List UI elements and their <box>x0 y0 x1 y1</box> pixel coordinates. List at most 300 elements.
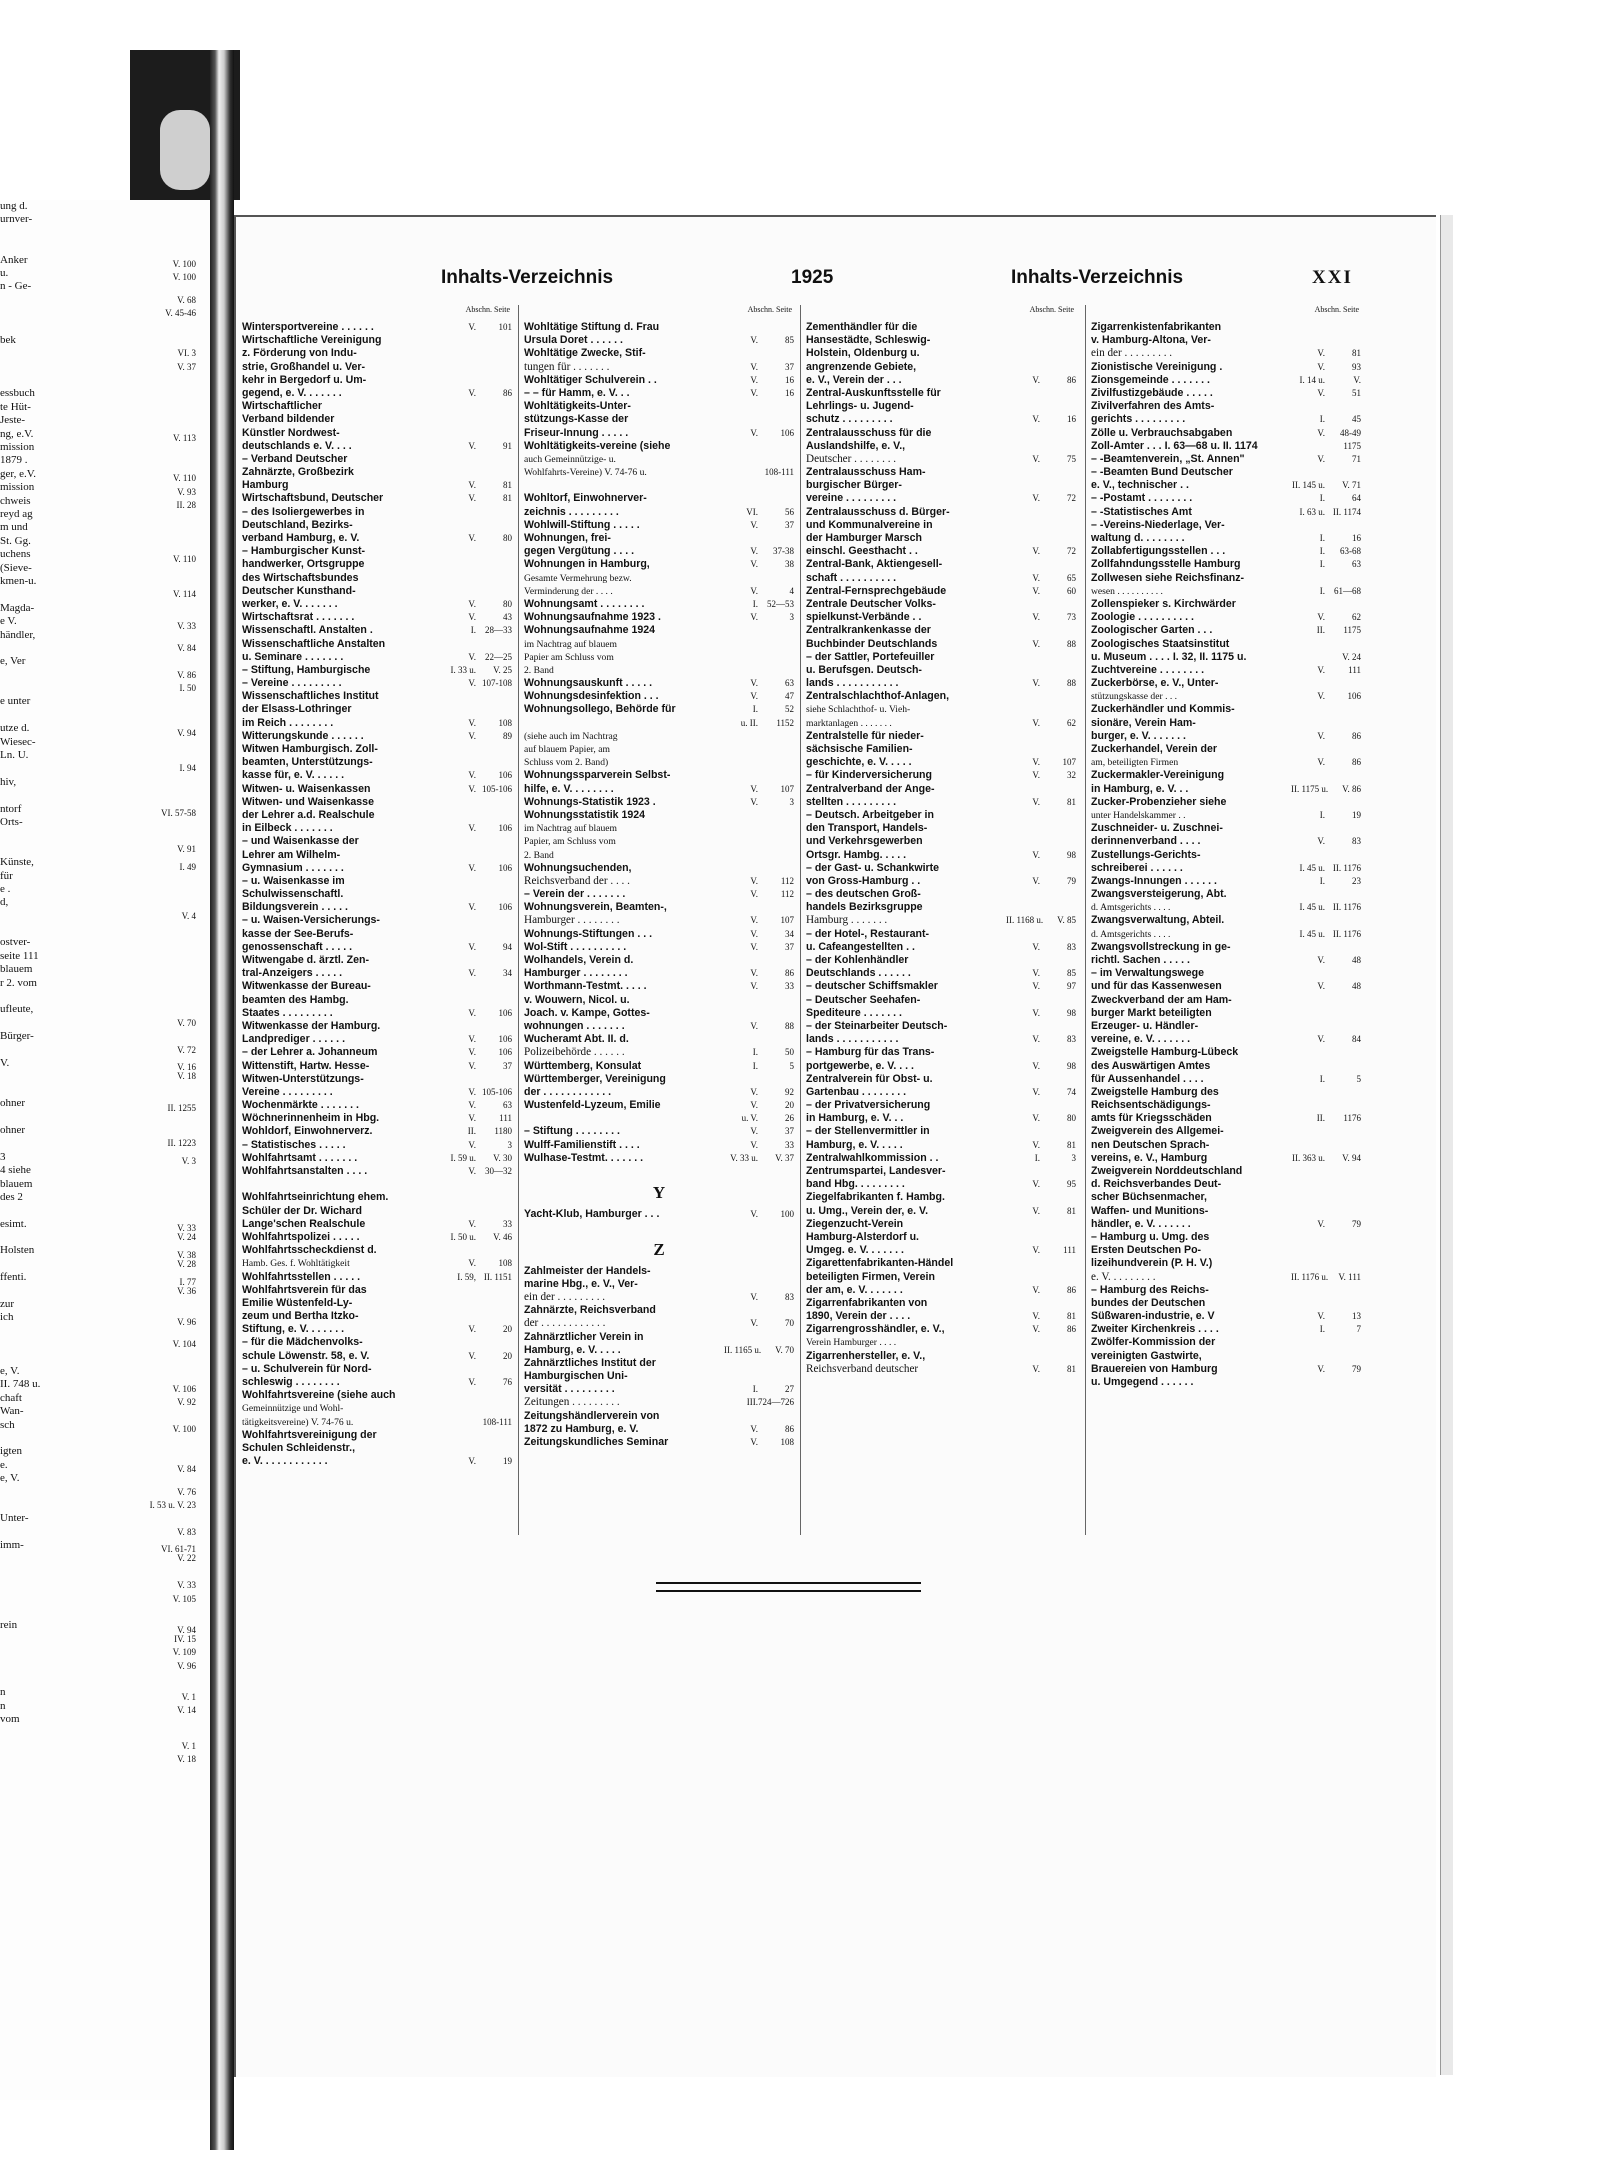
index-entry <box>242 1231 512 1244</box>
fragment-line <box>0 575 210 588</box>
index-entry <box>806 1231 1076 1244</box>
entry-section: II. 1175 u. <box>1291 783 1329 794</box>
entry-page <box>476 638 512 651</box>
index-entry <box>806 1297 1076 1310</box>
entry-page: 81 <box>503 480 512 491</box>
entry-text: Wol-Stift . . . . . . . . . . <box>524 940 627 953</box>
entry-page: 112 <box>780 889 794 900</box>
index-entry <box>524 532 794 545</box>
entry-section <box>442 1284 476 1297</box>
entry-page <box>758 347 794 360</box>
entry-page: 71 <box>1352 453 1361 464</box>
index-entry <box>1091 361 1361 374</box>
index-entry <box>1091 545 1361 558</box>
index-entry <box>524 690 794 703</box>
entry-page: 19 <box>1352 809 1361 820</box>
entry-text: werker, e. V. . . . . . . <box>242 597 338 610</box>
entry-text: e. V. . . . . . . . . . . . <box>242 1455 328 1468</box>
entry-page: 95 <box>1067 1179 1076 1190</box>
entry-page: 86 <box>1067 374 1076 385</box>
entry-text: hilfe, e. V. . . . . . . . <box>524 782 614 795</box>
fragment-line <box>0 1606 210 1619</box>
entry-page: 3 <box>789 796 794 807</box>
entry-text: Zentral-Auskunftsstelle für <box>806 386 941 399</box>
entry-page: 16 <box>1067 414 1076 425</box>
entry-page: 106 <box>498 902 512 913</box>
entry-page <box>758 809 794 822</box>
entry-section: I. <box>1319 809 1325 820</box>
index-entry <box>524 1046 794 1059</box>
index-entry <box>1091 651 1361 664</box>
fragment-line <box>0 307 210 320</box>
index-entry <box>242 690 512 703</box>
fragment-line <box>0 1338 210 1351</box>
entry-text <box>524 717 724 730</box>
entry-text: strie, Großhandel u. Ver- <box>242 360 366 373</box>
index-entry <box>806 1284 1076 1297</box>
entry-section: V. <box>468 322 476 332</box>
fragment-text: II. 748 u. <box>0 1378 41 1391</box>
entry-section: V. <box>1317 730 1325 741</box>
entry-page: 3 <box>507 1139 512 1150</box>
entry-page: 85 <box>1067 968 1076 979</box>
entry-section <box>442 427 476 440</box>
fragment-line <box>0 1231 210 1244</box>
index-entry <box>242 545 512 558</box>
index-entry <box>242 651 512 664</box>
entry-text: stützungs-Kasse der <box>524 413 629 426</box>
entry-text: e. V., Verein der . . . <box>806 373 902 386</box>
entry-text: – – für Hamm, e. V. . . <box>524 386 630 399</box>
entry-page <box>758 822 794 835</box>
fragment-text: rein <box>0 1619 18 1632</box>
entry-section: I. <box>1319 559 1325 570</box>
entry-text: – Hamburg u. Umg. des <box>1091 1230 1210 1243</box>
entry-section: II. <box>1316 1113 1325 1124</box>
fragment-line <box>0 1124 210 1137</box>
entry-text: Gymnasium . . . . . . . <box>242 861 344 874</box>
index-entry <box>524 796 794 809</box>
entry-page <box>1040 427 1076 440</box>
entry-section <box>724 954 758 967</box>
entry-section: V. <box>750 1086 758 1097</box>
entry-text: wohnungen . . . . . . . <box>524 1019 625 1032</box>
entry-page <box>476 519 512 532</box>
entry-text: derinnenverband . . . . <box>1091 835 1201 848</box>
index-entry <box>242 756 512 769</box>
index-entry <box>806 862 1076 875</box>
entry-section <box>442 545 476 558</box>
entry-page <box>1325 1165 1361 1178</box>
index-entry <box>806 703 1076 716</box>
entry-page <box>1325 888 1361 901</box>
index-entry <box>242 1007 512 1020</box>
index-entry <box>524 1165 794 1178</box>
entry-page: 81 <box>1352 348 1361 359</box>
entry-page: 52 <box>785 704 794 715</box>
fragment-ref: V. 33 <box>177 1580 196 1591</box>
entry-text: Zweigstelle Hamburg des <box>1091 1085 1219 1098</box>
entry-text: Umgeg. e. V. . . . . . . <box>806 1244 904 1257</box>
fragment-text: e, V. <box>0 1364 20 1377</box>
entry-text: portgewerbe, e. V. . . . <box>806 1059 914 1072</box>
entry-section <box>724 440 758 453</box>
entry-text: – für die Mädchenvolks- <box>242 1336 363 1349</box>
entry-text: Wohldorf, Einwohnerverz. <box>242 1125 373 1138</box>
entry-section <box>1291 1178 1325 1191</box>
entry-section: V. <box>750 796 758 807</box>
index-entry <box>242 835 512 848</box>
index-entry <box>1091 1231 1361 1244</box>
entry-page <box>476 1389 512 1402</box>
fragment-ref: V. 16 <box>177 1062 196 1071</box>
entry-section <box>724 651 758 664</box>
index-entry <box>524 638 794 651</box>
index-entry <box>524 835 794 848</box>
entry-section <box>442 888 476 901</box>
entry-text: Spediteure . . . . . . . <box>806 1006 902 1019</box>
index-entry <box>242 585 512 598</box>
index-entry <box>524 1152 794 1165</box>
fragment-ref: IV. 15 <box>174 1633 196 1644</box>
index-entry <box>1091 1086 1361 1099</box>
fragment-ref: V. 94 <box>177 727 196 736</box>
entry-section <box>442 400 476 413</box>
entry-text: – Statistisches . . . . . <box>242 1138 346 1151</box>
entry-page: 79 <box>1352 1363 1361 1374</box>
previous-page-fragment <box>0 200 213 2100</box>
column-divider <box>518 305 519 1535</box>
fragment-text: vom <box>0 1713 20 1726</box>
entry-section: V. <box>750 1437 758 1447</box>
index-entry <box>1091 1363 1361 1376</box>
index-entry <box>1091 400 1361 413</box>
fragment-text: Wiesec- <box>0 735 36 748</box>
fragment-text: esimt. <box>0 1217 27 1230</box>
entry-page <box>758 1304 794 1317</box>
entry-section: V. <box>1317 691 1325 702</box>
entry-text: Schulen Schleidenstr., <box>242 1441 356 1454</box>
entry-text: Wohlfahrtsscheckdienst d. <box>242 1244 377 1257</box>
entry-text: z. Förderung von Indu- <box>242 347 357 360</box>
entry-text: einschl. Geesthacht . . <box>806 545 918 558</box>
entry-section <box>1006 1046 1040 1059</box>
entry-page <box>1040 1271 1076 1284</box>
index-entry <box>806 558 1076 571</box>
fragment-text: Unter- <box>0 1512 29 1525</box>
entry-section <box>724 453 758 466</box>
index-entry <box>806 585 1076 598</box>
entry-section <box>1006 1271 1040 1284</box>
entry-text: Wirtschaftlicher <box>242 400 322 413</box>
entry-page <box>1325 1020 1361 1033</box>
entry-section <box>1291 519 1325 532</box>
entry-text: Wintersportvereine . . . . . . <box>242 321 374 333</box>
entry-section <box>1006 321 1040 334</box>
index-entry <box>242 849 512 862</box>
entry-section: V. <box>750 1291 758 1302</box>
entry-section: V. <box>468 862 476 873</box>
fragment-line <box>0 1686 210 1699</box>
index-entry <box>1091 479 1361 492</box>
fragment-ref: I. 77 <box>179 1276 196 1285</box>
entry-section: V. <box>468 1007 476 1018</box>
entry-text: scher Büchsenmacher, <box>1091 1191 1207 1204</box>
entry-text: Zölle u. Verbrauchsabgaben <box>1091 426 1233 439</box>
entry-text: – Hamburg für das Trans- <box>806 1046 935 1059</box>
entry-page <box>1040 994 1076 1007</box>
entry-page: V. 24 <box>1342 651 1361 662</box>
entry-text: Wohltätigkeits-Unter- <box>524 400 631 413</box>
fragment-line <box>0 1566 210 1579</box>
index-entry <box>524 849 794 862</box>
fragment-ref: V. 94 <box>177 1624 196 1633</box>
entry-page <box>758 321 794 334</box>
index-entry <box>524 862 794 875</box>
entry-section <box>1291 1231 1325 1244</box>
entry-section: u. V. <box>741 1113 758 1124</box>
fragment-line <box>0 1753 210 1766</box>
entry-section <box>724 769 758 782</box>
entry-section: V. <box>750 691 758 702</box>
entry-page: 30—32 <box>485 1166 512 1176</box>
entry-text: schule Löwenstr. 58, e. V. <box>242 1349 370 1362</box>
entry-section <box>1291 1165 1325 1178</box>
fragment-text: ufleute, <box>0 1003 34 1016</box>
entry-text: Worthmann-Testmt. . . . . <box>524 980 647 993</box>
entry-section: V. <box>468 480 476 491</box>
entry-page: 72 <box>1067 546 1076 557</box>
entry-text: Wohnungsdesinfektion . . . <box>524 690 659 703</box>
entry-page <box>1325 743 1361 756</box>
entry-page <box>1040 1350 1076 1363</box>
entry-text: kasse für, e. V. . . . . . <box>242 769 345 782</box>
index-entry <box>242 321 512 334</box>
entry-section: I. <box>752 1047 758 1058</box>
fragment-line <box>0 615 210 628</box>
entry-section <box>1291 994 1325 1007</box>
entry-page <box>476 545 512 558</box>
entry-text: Zoll-Amter . . . I. 63—68 u. II. 1174 <box>1091 439 1258 452</box>
fragment-text: hiv, <box>0 775 17 788</box>
index-entry <box>1091 1297 1361 1310</box>
entry-section <box>1291 1060 1325 1073</box>
entry-section <box>724 1007 758 1020</box>
entry-text: tätigkeitsvereine) V. 74-76 u. <box>242 1416 354 1428</box>
entry-page: 107 <box>1062 757 1076 768</box>
entry-section: I. <box>1319 1073 1325 1084</box>
index-entry <box>524 1410 794 1423</box>
entry-text: Reichsentschädigungs- <box>1091 1099 1211 1112</box>
index-entry <box>806 1020 1076 1033</box>
entry-section <box>1006 1257 1040 1270</box>
entry-section <box>724 862 758 875</box>
index-entry <box>806 769 1076 782</box>
fragment-text: Magda- <box>0 601 35 614</box>
index-entry <box>524 413 794 426</box>
entry-page <box>758 1073 794 1086</box>
entry-text: d. Reichsverbandes Deut- <box>1091 1178 1222 1191</box>
entry-page <box>1325 1205 1361 1218</box>
index-entry <box>1091 466 1361 479</box>
index-column-2 <box>524 305 794 1449</box>
entry-text: und Kommunalvereine in <box>806 518 933 531</box>
entry-page <box>1040 624 1076 637</box>
header-year: 1925 <box>791 267 834 288</box>
entry-section <box>1291 769 1325 782</box>
entry-section <box>442 1389 476 1402</box>
fragment-text: urnver- <box>0 213 33 226</box>
index-entry <box>524 980 794 993</box>
entry-page <box>1325 1046 1361 1059</box>
index-entry <box>1091 888 1361 901</box>
fragment-line <box>0 1164 210 1177</box>
index-entry <box>806 980 1076 993</box>
entry-page: 98 <box>1067 1060 1076 1071</box>
entry-section <box>1291 967 1325 980</box>
entry-page: 3 <box>789 612 794 623</box>
fragment-line <box>0 321 210 334</box>
entry-section <box>1291 572 1325 585</box>
entry-text: Zuckermakler-Vereinigung <box>1091 769 1225 782</box>
fragment-text: e, Ver <box>0 655 26 668</box>
entry-section <box>1291 1244 1325 1257</box>
fragment-line <box>0 1619 210 1632</box>
index-entry <box>1091 334 1361 347</box>
entry-section <box>442 1429 476 1442</box>
index-entry <box>1091 440 1361 453</box>
entry-page <box>1325 703 1361 716</box>
index-entry <box>242 572 512 585</box>
entry-section: II. 1165 u. <box>724 1344 762 1355</box>
entry-text: Waffen- und Munitions- <box>1091 1204 1209 1217</box>
entry-page: 89 <box>503 730 512 741</box>
entry-text: marktanlagen . . . . . . . <box>806 717 892 729</box>
entry-page <box>476 1402 512 1415</box>
entry-page <box>758 440 794 453</box>
index-column-4 <box>1091 305 1361 1389</box>
entry-page <box>1325 769 1361 782</box>
index-entry <box>1091 756 1361 769</box>
entry-section <box>442 1363 476 1376</box>
entry-page <box>1040 822 1076 835</box>
entry-page: 97 <box>1067 981 1076 992</box>
entry-page <box>758 743 794 756</box>
entry-page: 83 <box>785 1291 794 1302</box>
entry-text: Landprediger . . . . . . <box>242 1033 346 1046</box>
entry-text: Reichsverband der . . . . <box>524 874 630 887</box>
entry-section <box>1291 321 1325 334</box>
entry-section <box>724 638 758 651</box>
entry-section: V. <box>468 941 476 952</box>
entry-page: V. 46 <box>493 1231 512 1242</box>
entry-section <box>1006 901 1040 914</box>
entry-section <box>724 479 758 492</box>
fragment-ref: II. 1255 <box>167 1102 196 1111</box>
index-entry <box>524 677 794 690</box>
entry-section: I. <box>1319 414 1325 425</box>
index-entry <box>242 1165 512 1178</box>
index-entry <box>524 888 794 901</box>
index-entry <box>806 519 1076 532</box>
entry-section <box>1006 743 1040 756</box>
index-entry <box>524 347 794 360</box>
index-entry <box>524 1436 794 1449</box>
entry-section: V. <box>1317 955 1325 965</box>
entry-section <box>1006 928 1040 941</box>
entry-page: 34 <box>785 928 794 939</box>
entry-section <box>1006 519 1040 532</box>
column-header-labels: Abschn. Seite <box>465 305 510 314</box>
entry-text: Witwen-Unterstützungs- <box>242 1072 364 1085</box>
entry-page: 81 <box>1067 796 1076 807</box>
entry-page <box>476 1205 512 1218</box>
index-entry <box>1091 1310 1361 1323</box>
entry-section <box>724 994 758 1007</box>
entry-text: Hamburg-Alsterdorf u. <box>806 1230 920 1243</box>
entry-section <box>1291 1007 1325 1020</box>
column-divider <box>1085 305 1086 1535</box>
entry-section <box>1291 1191 1325 1204</box>
spine-damage <box>160 110 210 190</box>
entry-section <box>1006 1125 1040 1138</box>
fragment-text: n <box>0 1686 6 1699</box>
index-entry <box>1091 1271 1361 1284</box>
index-entry <box>242 1139 512 1152</box>
index-entry <box>1091 1244 1361 1257</box>
index-entry <box>524 400 794 413</box>
entry-page <box>1040 1231 1076 1244</box>
entry-section <box>1006 954 1040 967</box>
entry-page <box>476 756 512 769</box>
fragment-ref: VI. 3 <box>177 348 196 359</box>
entry-text: der . . . . . . . . . . . . <box>524 1085 612 1098</box>
index-entry <box>524 822 794 835</box>
fragment-ref: V. 70 <box>177 1017 196 1028</box>
entry-section: V. <box>1032 1139 1040 1150</box>
entry-section: V. <box>1032 968 1040 979</box>
entry-page <box>476 1310 512 1323</box>
entry-text: Wohlfahrtsanstalten . . . . <box>242 1165 368 1177</box>
index-entry <box>1091 849 1361 862</box>
fragment-ref: V. 92 <box>177 1397 196 1406</box>
entry-section <box>724 835 758 848</box>
entry-section <box>724 849 758 862</box>
entry-text: Witwen Hamburgisch. Zoll- <box>242 743 378 755</box>
entry-page: 27 <box>785 1384 794 1395</box>
index-entry <box>1091 506 1361 519</box>
entry-text: burger Markt beteiligten <box>1091 1006 1212 1019</box>
entry-text: nen Deutschen Sprach- <box>1091 1138 1210 1151</box>
entry-section: V. <box>1032 1363 1040 1374</box>
entry-text: kasse der See-Berufs- <box>242 927 354 940</box>
header-right-title: Inhalts-Verzeichnis <box>1011 267 1184 288</box>
entry-page: 51 <box>1352 387 1361 398</box>
entry-page <box>476 1191 512 1204</box>
fragment-line <box>0 803 210 816</box>
index-entry <box>1091 1178 1361 1191</box>
fragment-line <box>0 374 210 387</box>
entry-text: waltung d. . . . . . . . <box>1091 532 1185 544</box>
fragment-text: Bürger- <box>0 1030 34 1043</box>
index-entry <box>1091 624 1361 637</box>
entry-page: 81 <box>1067 1363 1076 1374</box>
entry-text: Lehrer am Wilhelm- <box>242 848 341 861</box>
entry-text: für Aussenhandel . . . . <box>1091 1072 1204 1085</box>
entry-page <box>1325 1099 1361 1112</box>
entry-section <box>1006 1020 1040 1033</box>
entry-text: Gemeinnützige und Wohl- <box>242 1403 344 1415</box>
